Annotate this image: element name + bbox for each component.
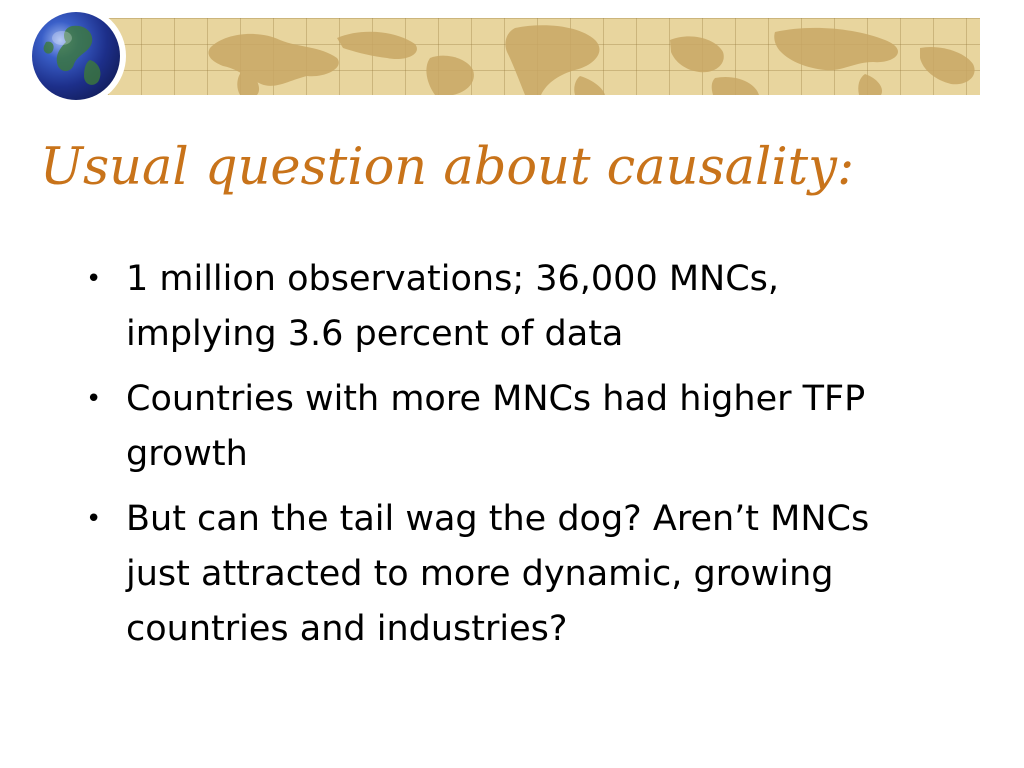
bullet-item bbox=[86, 252, 916, 362]
world-map-graphic bbox=[75, 18, 980, 95]
bullet-dot-icon: • bbox=[86, 264, 102, 294]
globe-icon bbox=[32, 12, 120, 100]
bullet-item bbox=[86, 492, 916, 657]
bullet-text: Countries with more MNCs had higher TFP growth bbox=[126, 379, 866, 474]
bullet-text: But can the tail wag the dog? Aren’t MNCs just attracted to more dynamic, growing countries and industries? bbox=[126, 499, 870, 649]
bullet-text: 1 million observations; 36,000 MNCs, implying 3.6 percent of data bbox=[126, 259, 780, 354]
bullet-dot-icon: • bbox=[86, 384, 102, 414]
bullet-item bbox=[86, 372, 916, 482]
slide-title: Usual question about causality: bbox=[40, 138, 855, 197]
world-map-banner bbox=[75, 18, 980, 95]
bullet-list bbox=[86, 252, 916, 667]
bullet-dot-icon: • bbox=[86, 504, 102, 534]
globe-land-graphic bbox=[32, 12, 120, 100]
